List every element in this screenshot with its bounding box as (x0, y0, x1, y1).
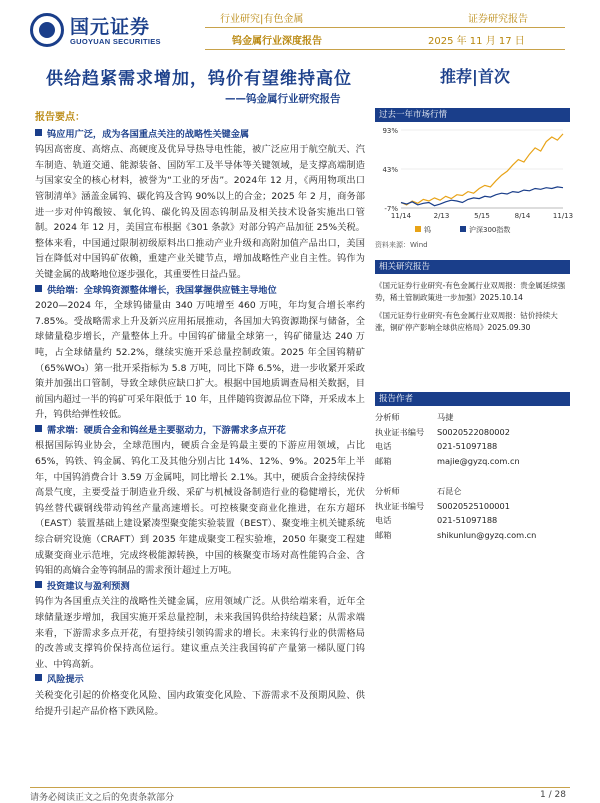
section-head: 投资建议与盈利预测 (35, 579, 365, 595)
chart-source: 资料来源：Wind (375, 241, 428, 249)
market-chart-svg (375, 122, 574, 240)
market-panel-title: 过去一年市场行情 (375, 108, 570, 122)
section-head: 钨应用广泛，成为各国重点关注的战略性关键金属 (35, 127, 365, 143)
x-tick-label: 2/13 (433, 212, 450, 220)
summary-column (35, 110, 365, 719)
page-subtitle: ——钨金属行业研究报告 (225, 93, 341, 105)
square-bullet-icon (35, 581, 42, 588)
analyst-cert: S0020522080002 (437, 426, 510, 437)
section-paragraph: 2020—2024 年，全球钨储量由 340 万吨增至 460 万吨，年均复合增长率约 7.85%。受战略需求上升及新兴应用拓展推动，各国加大钨资源勘探与储备，全球储量稳步增长，产量整体上升。中国钨矿储量全球第一，钨矿储量达 240 万吨，占全球储量约 52.2%，继续实施开采总量控制政策。2025 年全国钨精矿（65%WO₃）第一批开采指标为 5.8 万吨，同比下降 6.5%，进一步收紧开采政策并加强出口管制，导致全球供应缺口扩大。根据中国地质调查局相关数据，目前国内超过一半的钨矿可采年限低于 10 年，且伴随钨资源品位下降，开采成本上升，钨供给弹性较低。 (35, 300, 365, 421)
y-tick-label: 43% (382, 166, 398, 174)
market-chart (375, 122, 574, 240)
legend-label: 沪深300指数 (469, 226, 511, 234)
legend-label: 钨 (424, 226, 431, 234)
logo-icon (30, 13, 64, 47)
section-paragraph: 关税变化引起的价格变化风险、国内政策变化风险、下游需求不及预期风险、供给提升引起产品价格下跌风险。 (35, 689, 365, 717)
analyst-name: 石昆仑 (437, 486, 462, 496)
analyst-email[interactable]: majie@gyzq.com.cn (437, 455, 520, 466)
analyst-block: 分析师 石昆仑 执业证书编号 S0020525100001 电话 021-51097188 邮箱 shikunlun@gyzq.com.cn (375, 484, 570, 542)
analyst-phone: 021-51097188 (437, 515, 498, 525)
section-head: 风险提示 (35, 672, 365, 688)
related-report-item[interactable]: 《国元证券行业研究-有色金属行业双周报：钴价持续大涨，铜矿停产影响全球供应格局》2025.09.30 (375, 311, 558, 332)
page-title: 供给趋紧需求增加，钨价有望维持高位 (46, 69, 352, 89)
related-report-item[interactable]: 《国元证券行业研究-有色金属行业双周报：贵金属延续强势，稀土管制政策进一步加强》2025.10.14 (375, 281, 566, 302)
analyst-phone: 021-51097188 (437, 441, 498, 451)
section-head: 供给端：全球钨资源整体增长，我国掌握供应链主导地位 (35, 283, 365, 299)
footer-divider (30, 787, 570, 788)
header-divider-bottom (205, 49, 565, 50)
x-tick-label: 8/14 (514, 212, 531, 220)
series-line (401, 187, 563, 206)
x-tick-label: 5/15 (474, 212, 490, 220)
analysts-panel-title: 报告作者 (375, 392, 570, 406)
section-head: 需求端：硬质合金和钨丝是主要驱动力，下游需求多点开花 (35, 423, 365, 439)
analyst-email[interactable]: shikunlun@gyzq.com.cn (437, 529, 537, 540)
x-tick-label: 11/14 (390, 212, 412, 220)
square-bullet-icon (35, 129, 42, 136)
sidebar-column (375, 108, 574, 542)
footer-disclaimer: 请务必阅读正文之后的免责条款部分 (30, 793, 175, 803)
square-bullet-icon (35, 285, 42, 292)
report-type: 证券研究报告 (468, 14, 528, 25)
logo-en: GUOYUAN SECURITIES (70, 37, 161, 46)
square-bullet-icon (35, 425, 42, 432)
analyst-cert: S0020525100001 (437, 500, 510, 511)
section-paragraph: 钨作为各国重点关注的战略性关键金属，应用领域广泛。从供给端来看，近年全球储量逐步增加，我国实施开采总量控制，未来我国钨供给持续趋紧；从需求端来看，下游需求多点开花，有望持续引领钨需求的增长。未来钨行业的供需格局的改善或支撑钨价保持高位运行。建议重点关注我国钨矿产量第一梯队厦门钨业、中钨高新。 (35, 596, 365, 670)
section-paragraph: 钨因高密度、高熔点、高硬度及优异导热导电性能，被广泛应用于航空航天、汽车制造、轨道交通、能源装备、国防军工及半导体等关键领域，是支撑高端制造与国家安全的核心材料，被誉为“工业的牙齿”。2024年 12 月，《两用物项出口管制清单》涵盖金属钨、碳化钨及含钨 90%以上的合金；2025 年 2 月，商务部进一步对仲钨酸铵、氧化钨、碳化钨及固态钨制品及相关技术设备实施出口管制。2024 年 12 月，美国宣布根据《301 条款》对部分钨产品加征 25%关税。整体来看，中国通过限制初级原料出口推动产业升级和高附加值产品出口，美国旨在降低对中国钨矿依赖，重建产业关键节点，增加战略性产业自主性。钨作为关键金属的战略地位逐步强化，其重要性日益凸显。 (35, 144, 365, 280)
square-bullet-icon (35, 674, 42, 681)
legend-swatch (415, 226, 421, 232)
y-tick-label: 93% (382, 127, 398, 135)
series-line (401, 134, 563, 205)
header-divider (205, 27, 565, 28)
section-paragraph: 根据国际钨业协会，全球范围内，硬质合金是钨最主要的下游应用领域，占比 65%，钨铁、钨金属、钨化工及其他分别占比 14%、12%、9%。2025年上半年，中国钨消费合计 3.59 万金属吨，同比增长 2.1%。其中，硬质合金持续保持高景气度，主要受益于制造业升级、采矿与机械设备制造行业的稳健增长，光伏钨丝替代碳钢线带动钨丝产量高速增长。可控核聚变商业化推进，在东方超环（EAST）装置基础上建设紧凑型聚变能实验装置（BEST）、聚变堆主机关键系统综合研究设施（CRAFT）到 2035 年建成聚变工程实验堆，2050 年聚变工程建成聚变商业示范堆，完成终极能源转换，中国的核聚变市场对高性能钨合金、含钨钼的高熵合金等钨制品的需求预计超过上万吨。 (35, 440, 365, 577)
report-category: 行业研究|有色金属 (220, 14, 304, 25)
summary-label: 报告要点： (35, 112, 85, 123)
report-series-title: 钨金属行业深度报告 (232, 36, 322, 47)
report-date: 2025 年 11 月 17 日 (428, 36, 525, 47)
rating-badge: 推荐|首次 (440, 67, 510, 86)
logo-cn: 国元证券 (70, 16, 151, 38)
x-tick-label: 11/13 (552, 212, 574, 220)
y-tick-label: -7% (384, 205, 398, 213)
related-reports-title: 相关研究报告 (375, 260, 570, 274)
analyst-block: 分析师 马捷 执业证书编号 S0020522080002 电话 021-51097188 邮箱 majie@gyzq.com.cn (375, 410, 570, 468)
analyst-name: 马捷 (437, 412, 454, 422)
legend-swatch (460, 226, 466, 232)
page-number: 1 / 28 (540, 790, 566, 800)
